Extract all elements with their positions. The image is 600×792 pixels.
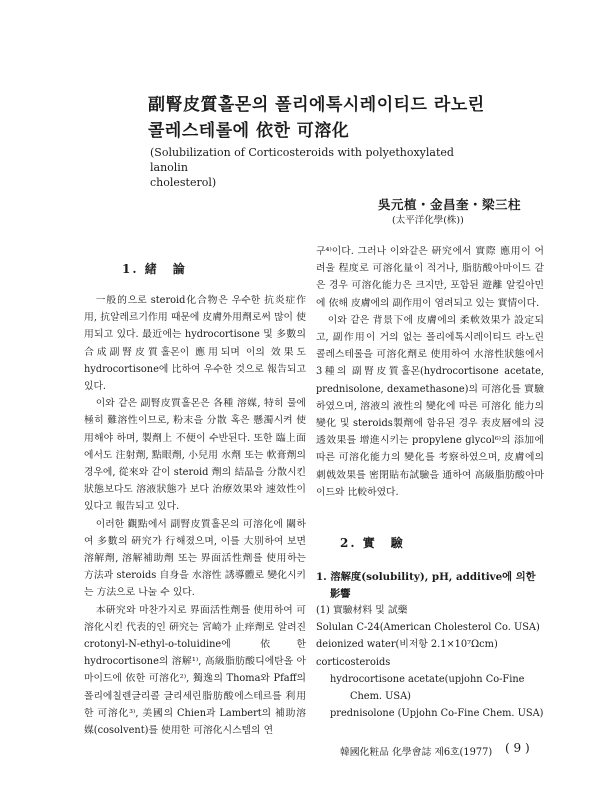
article-title (148, 92, 548, 144)
intro-paragraph-2: 이와 같은 副腎皮質홀몬은 各種 溶媒, 特히 물에 極히 難溶性이므로, 粉末을 分散 혹은 懸濁시켜 使用해야 하며, 製劑上 不便이 수반된다. 또한 臨上面에서도 注射劑, 點眼劑, 小兒用 水劑 또는 軟膏劑의 경우에, 從來와 같이 steroid 劑의 結晶을 分散시킨 狀態보다도 溶液狀態가 보다 治療效果와 速效性이 있다고 報告되고 있다. (84, 398, 306, 513)
material-solulan: Solulan C-24(American Cholesterol Co. USA) (316, 622, 540, 634)
intro-paragraph-5: 이와 같은 背景下에 皮膚에의 柔軟效果가 設定되고, 副作用이 거의 없는 폴리에톡시레이티드 라노린 콜레스테롤을 可溶化劑로 使用하여 水溶性狀態에서 3種의 副腎皮質홀몬(hydrocortisone acetate, prednisolone, dexamethasone)의 可溶化를 實驗하였으며, 溶液의 液性의 變化에 따른 可溶化 能力의 變化 및 steroids製劑에 함유된 경우 表皮層에의 浸透效果를 增進시키는 propylene glycol⁶⁾의 添加에 따른 可溶化能力의 變化를 考察하였으며, 皮膚에의 刺戟效果를 密閉貼布試驗을 通하여 高級脂肪酸아마이드와 比較하였다. (316, 314, 544, 498)
left-column (84, 292, 306, 739)
materials-list (316, 602, 552, 722)
right-column (316, 243, 544, 501)
material-prednisolone: prednisolone (Upjohn Co-Fine Chem. USA) (330, 708, 544, 720)
section-heading-experiment: 2. 實 驗 (340, 536, 405, 550)
article-title-english (150, 145, 470, 190)
material-hydrocortisone-acetate: hydrocortisone acetate(upjohn Co-Fine (330, 673, 525, 685)
authors: 吳元植・金昌奎・梁三柱 (378, 197, 522, 212)
title-line-1: 副腎皮質홀몬의 폴리에톡시레이티드 라노린 (148, 95, 485, 115)
affiliation: (太平洋化學(株)) (392, 215, 464, 226)
subsection-heading-line-2: 影響 (330, 588, 351, 600)
intro-paragraph-1: 一般的으로 steroid化合物은 우수한 抗炎症作用, 抗알레르기作用 때문에 皮膚外用劑로써 많이 使用되고 있다. 最近에는 hydrocortisone 및 多數의 合成副腎皮質홀몬이 應用되며 이의 效果도 hydrocortisone에 比하여 우수한 것으로 報告되고 있다. (84, 295, 306, 393)
material-hydrocortisone-acetate-cont: Chem. USA) (350, 691, 411, 703)
material-deionized-water: deionized water(비저항 2.1×10⁷Ωcm) (316, 639, 498, 651)
title-en-line-2: cholesterol) (150, 176, 217, 189)
materials-heading: (1) 實驗材料 및 試藥 (316, 605, 408, 616)
title-line-2: 콜레스테롤에 依한 可溶化 (148, 121, 350, 141)
subsection-heading-solubility (316, 569, 546, 603)
material-corticosteroids: corticosteroids (316, 656, 391, 668)
intro-paragraph-4-continued: 구⁴⁾이다. 그러나 이와같은 硏究에서 實際 應用이 어려울 程度로 可溶化量이 적거나, 脂肪酸아마이드 같은 경우 可溶化能力은 크지만, 포함된 遊離 알킬아민에 依해 皮膚에의 副作用이 염려되고 있는 實情이다. (316, 246, 544, 309)
intro-paragraph-4: 本硏究와 마찬가지로 界面活性劑를 使用하여 可溶化시킨 代表的인 硏究는 宮崎가 止痒劑로 알려진 crotonyl-N-ethyl-o-toluidine에 依한 hydrocortisone의 溶解¹⁾, 高級脂肪酸디에탄올 아마이드에 依한 可溶化²⁾, 獨逸의 Thoma와 Pfaff의 폴리에칠렌글리콜 글리세린脂肪酸에스테르를 利用한 可溶化³⁾, 美國의 Chien과 Lambert의 補助溶媒(cosolvent)를 使用한 可溶化시스템의 연 (84, 604, 306, 737)
section-heading-introduction: 1. 緒 論 (122, 262, 187, 276)
subsection-heading-line-1: 1. 溶解度(solubility), pH, additive에 의한 (316, 571, 536, 583)
page-number: ( 9 ) (505, 741, 530, 755)
intro-paragraph-3: 이러한 觀點에서 副腎皮質홀몬의 可溶化에 關하여 多數의 硏究가 行해졌으며, 이를 大別하여 보면 溶解劑, 溶解補助劑 또는 界面活性劑를 使用하는 方法과 steroids 自身을 水溶性 誘導體로 變化시키는 方法으로 나눌 수 있다. (84, 518, 306, 599)
title-en-line-1: (Solubilization of Corticosteroids with polyethoxylated lanolin (150, 146, 454, 174)
journal-footer: 韓國化粧品 化學會誌 제6호(1977) (340, 747, 493, 758)
